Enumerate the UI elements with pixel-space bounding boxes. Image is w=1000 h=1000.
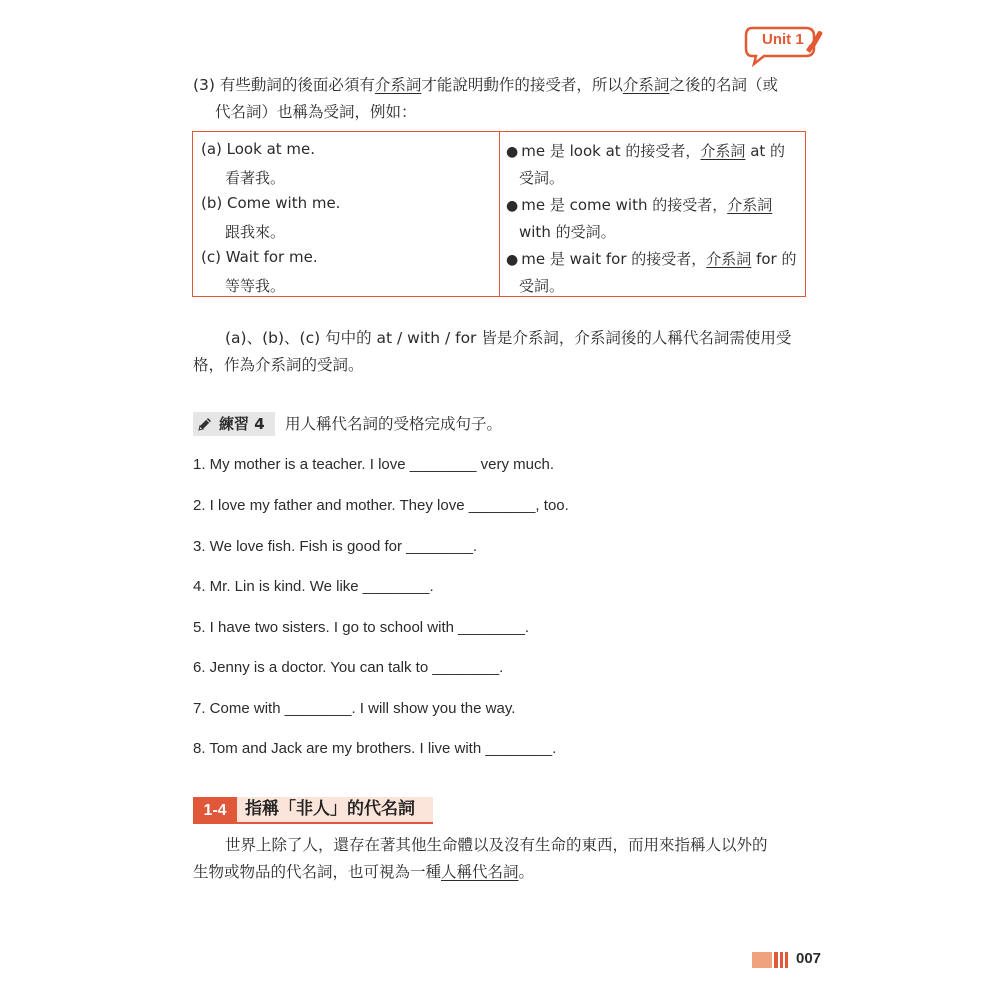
example-a-chinese: 看著我。 — [225, 169, 286, 187]
bullet-icon: ● — [506, 252, 519, 268]
exercise-tag — [193, 412, 275, 436]
example-notes-column — [500, 132, 805, 296]
exercise-instruction: 用人稱代名詞的受格完成句子。 — [285, 415, 503, 433]
exercise-question: 2. I love my father and mother. They love ________, too. — [193, 497, 569, 514]
example-sentences-column — [193, 132, 500, 296]
page-number: 007 — [796, 950, 822, 967]
note-a-line-2: 受詞。 — [519, 169, 565, 187]
example-b-chinese: 跟我來。 — [225, 223, 286, 241]
exercise-question: 5. I have two sisters. I go to school with ________. — [193, 619, 530, 636]
section-title: 指稱「非人」的代名詞 — [245, 799, 415, 819]
unit-label: Unit 1 — [762, 31, 804, 48]
section-paragraph — [193, 832, 813, 886]
example-table — [192, 131, 806, 297]
note-c-line-2: 受詞。 — [519, 277, 565, 295]
section-line-1: 世界上除了人，還存在著其他生命體以及沒有生命的東西，而用來指稱人以外的 — [225, 836, 768, 854]
example-c-english: (c) Wait for me. — [201, 248, 318, 266]
intro-paragraph — [193, 72, 813, 126]
section-number: 1-4 — [193, 797, 237, 824]
section-heading — [193, 797, 433, 824]
exercise-question: 4. Mr. Lin is kind. We like ________. — [193, 578, 434, 595]
note-b-line-1: ● me 是 come with 的接受者，介系詞 — [506, 196, 773, 214]
example-a-english: (a) Look at me. — [201, 140, 316, 158]
explanation-line-2: 格，作為介系詞的受詞。 — [193, 356, 364, 374]
exercise-question: 6. Jenny is a doctor. You can talk to ________. — [193, 659, 504, 676]
unit-badge — [744, 24, 828, 68]
example-c-chinese: 等等我。 — [225, 277, 286, 295]
note-c-line-1: ● me 是 wait for 的接受者，介系詞 for 的 — [506, 250, 797, 268]
bullet-icon: ● — [506, 198, 519, 214]
note-b-line-2: with 的受詞。 — [519, 223, 616, 241]
exercise-question: 3. We love fish. Fish is good for ________. — [193, 538, 478, 555]
exercise-question: 1. My mother is a teacher. I love ________ very much. — [193, 456, 555, 473]
intro-line-1: (3) 有些動詞的後面必須有介系詞才能說明動作的接受者，所以介系詞之後的名詞（或 — [193, 76, 778, 94]
exercise-question: 7. Come with ________. I will show you the way. — [193, 700, 516, 717]
explanation-paragraph — [193, 325, 813, 379]
book-pages-icon — [752, 952, 790, 968]
example-b-english: (b) Come with me. — [201, 194, 341, 212]
exercise-tag-label: 練習 4 — [219, 415, 265, 433]
note-a-line-1: ● me 是 look at 的接受者，介系詞 at 的 — [506, 142, 786, 160]
section-line-2: 生物或物品的代名詞，也可視為一種人稱代名詞。 — [193, 863, 535, 881]
intro-line-2: 代名詞）也稱為受詞，例如： — [215, 103, 417, 121]
section-title-box — [237, 797, 433, 824]
exercise-question: 8. Tom and Jack are my brothers. I live with ________. — [193, 740, 557, 757]
pencil-icon — [197, 416, 213, 432]
bullet-icon: ● — [506, 144, 519, 160]
explanation-line-1: (a)、(b)、(c) 句中的 at / with / for 皆是介系詞，介系詞後的人稱代名詞需使用受 — [225, 329, 792, 347]
